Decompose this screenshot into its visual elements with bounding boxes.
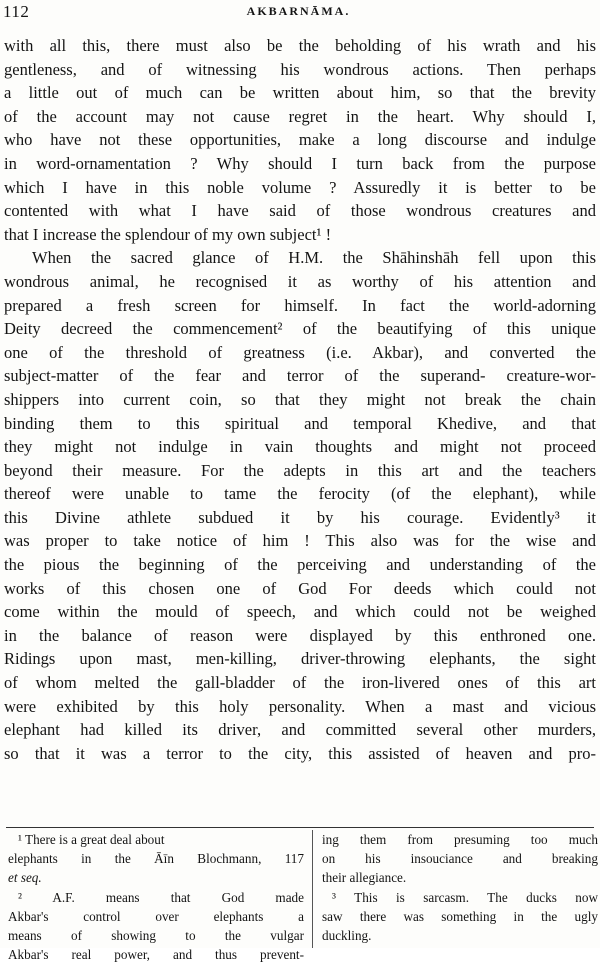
footnote-line: elephants in the Āīn Blochmann, 117 — [8, 851, 304, 867]
text-line: of whom melted the gall-bladder of the iron-livered ones of this art — [4, 673, 596, 693]
footnote-line: on his insouciance and breaking — [322, 851, 598, 867]
text-line: in word-ornamentation ? Why should I turn back from the purpose — [4, 153, 596, 173]
text-line: they might not indulge in vain thoughts and might not proceed — [4, 437, 596, 457]
footnote-line: Akbar's control over elephants a — [8, 908, 304, 924]
text-line: elephant had killed its driver, and committed several other murders, — [4, 720, 596, 740]
text-line: thereof were unable to tame the ferocity (of the elephant), while — [4, 484, 596, 504]
running-title: AKBARNĀMA. — [246, 4, 351, 18]
text-line: Ridings upon mast, men-killing, driver-throwing elephants, the sight — [4, 649, 596, 669]
text-line: which I have in this noble volume ? Assuredly it is better to be — [4, 177, 596, 197]
text-line: was proper to take notice of him ! This also was for the wise and — [4, 531, 596, 551]
text-line: the pious the beginning of the perceiving and understanding of the — [4, 555, 596, 575]
footnotes — [0, 830, 600, 963]
text-line: come within the mould of speech, and which could not be weighed — [4, 602, 596, 622]
footnote-column-right — [322, 830, 598, 945]
footnote-line: ³ This is sarcasm. The ducks now — [332, 889, 598, 905]
text-line: gentleness, and of witnessing his wondrous actions. Then perhaps — [4, 59, 596, 79]
text-line: a little out of much can be written about him, so that the brevity — [4, 83, 596, 103]
text-line: When the sacred glance of H.M. the Shāhinshāh fell upon this — [32, 248, 596, 268]
footnote-line: et seq. — [8, 870, 42, 886]
footnote-line: ¹ There is a great deal about — [18, 832, 165, 847]
text-line: wondrous animal, he recognised it as worthy of his attention and — [4, 271, 596, 291]
footnote-column-left — [8, 830, 304, 964]
footnote-line: Akbar's real power, and thus prevent- — [8, 947, 304, 963]
footnote-column-divider — [312, 830, 313, 948]
footnote-line: means of showing to the vulgar — [8, 927, 304, 943]
text-line: that I increase the splendour of my own subject¹ ! — [4, 224, 332, 244]
text-line: Deity decreed the commencement² of the beautifying of this unique — [4, 319, 596, 339]
text-line: so that it was a terror to the city, this assisted of heaven and pro- — [4, 743, 596, 763]
text-line: with all this, there must also be the beholding of his wrath and his — [4, 36, 596, 55]
footnote-line: ing them from presuming too much — [322, 832, 598, 847]
text-line: who have not these opportunities, make a long discourse and indulge — [4, 130, 596, 150]
footnote-rule — [6, 827, 594, 828]
page-number: 112 — [3, 2, 30, 21]
page-header — [3, 2, 594, 24]
footnote-line: saw there was something in the ugly — [322, 908, 598, 924]
text-line: of the account may not cause regret in the heart. Why should I, — [4, 106, 596, 126]
text-line: prepared a fresh screen for himself. In fact the world-adorning — [4, 295, 596, 315]
main-text — [4, 34, 596, 765]
footnote-line: ² A.F. means that God made — [18, 889, 304, 905]
text-line: contented with what I have said of those wondrous creatures and — [4, 201, 596, 221]
text-line: in the balance of reason were displayed by this enthroned one. — [4, 625, 596, 645]
text-line: this Divine athlete subdued it by his courage. Evidently³ it — [4, 507, 596, 527]
footnote-line: their allegiance. — [322, 870, 407, 886]
text-line: binding them to this spiritual and temporal Khedive, and that — [4, 413, 596, 433]
text-line: one of the threshold of greatness (i.e. Akbar), and converted the — [4, 342, 596, 362]
text-line: subject-matter of the fear and terror of the superand- creature-wor- — [4, 366, 596, 386]
text-line: beyond their measure. For the adepts in this art and the teachers — [4, 460, 596, 480]
text-line: works of this chosen one of God For deeds which could not — [4, 578, 596, 598]
text-line: were exhibited by this holy personality. When a mast and vicious — [4, 696, 596, 716]
text-line: shippers into current coin, so that they might not break the chain — [4, 389, 596, 409]
footnote-line: duckling. — [322, 927, 372, 943]
